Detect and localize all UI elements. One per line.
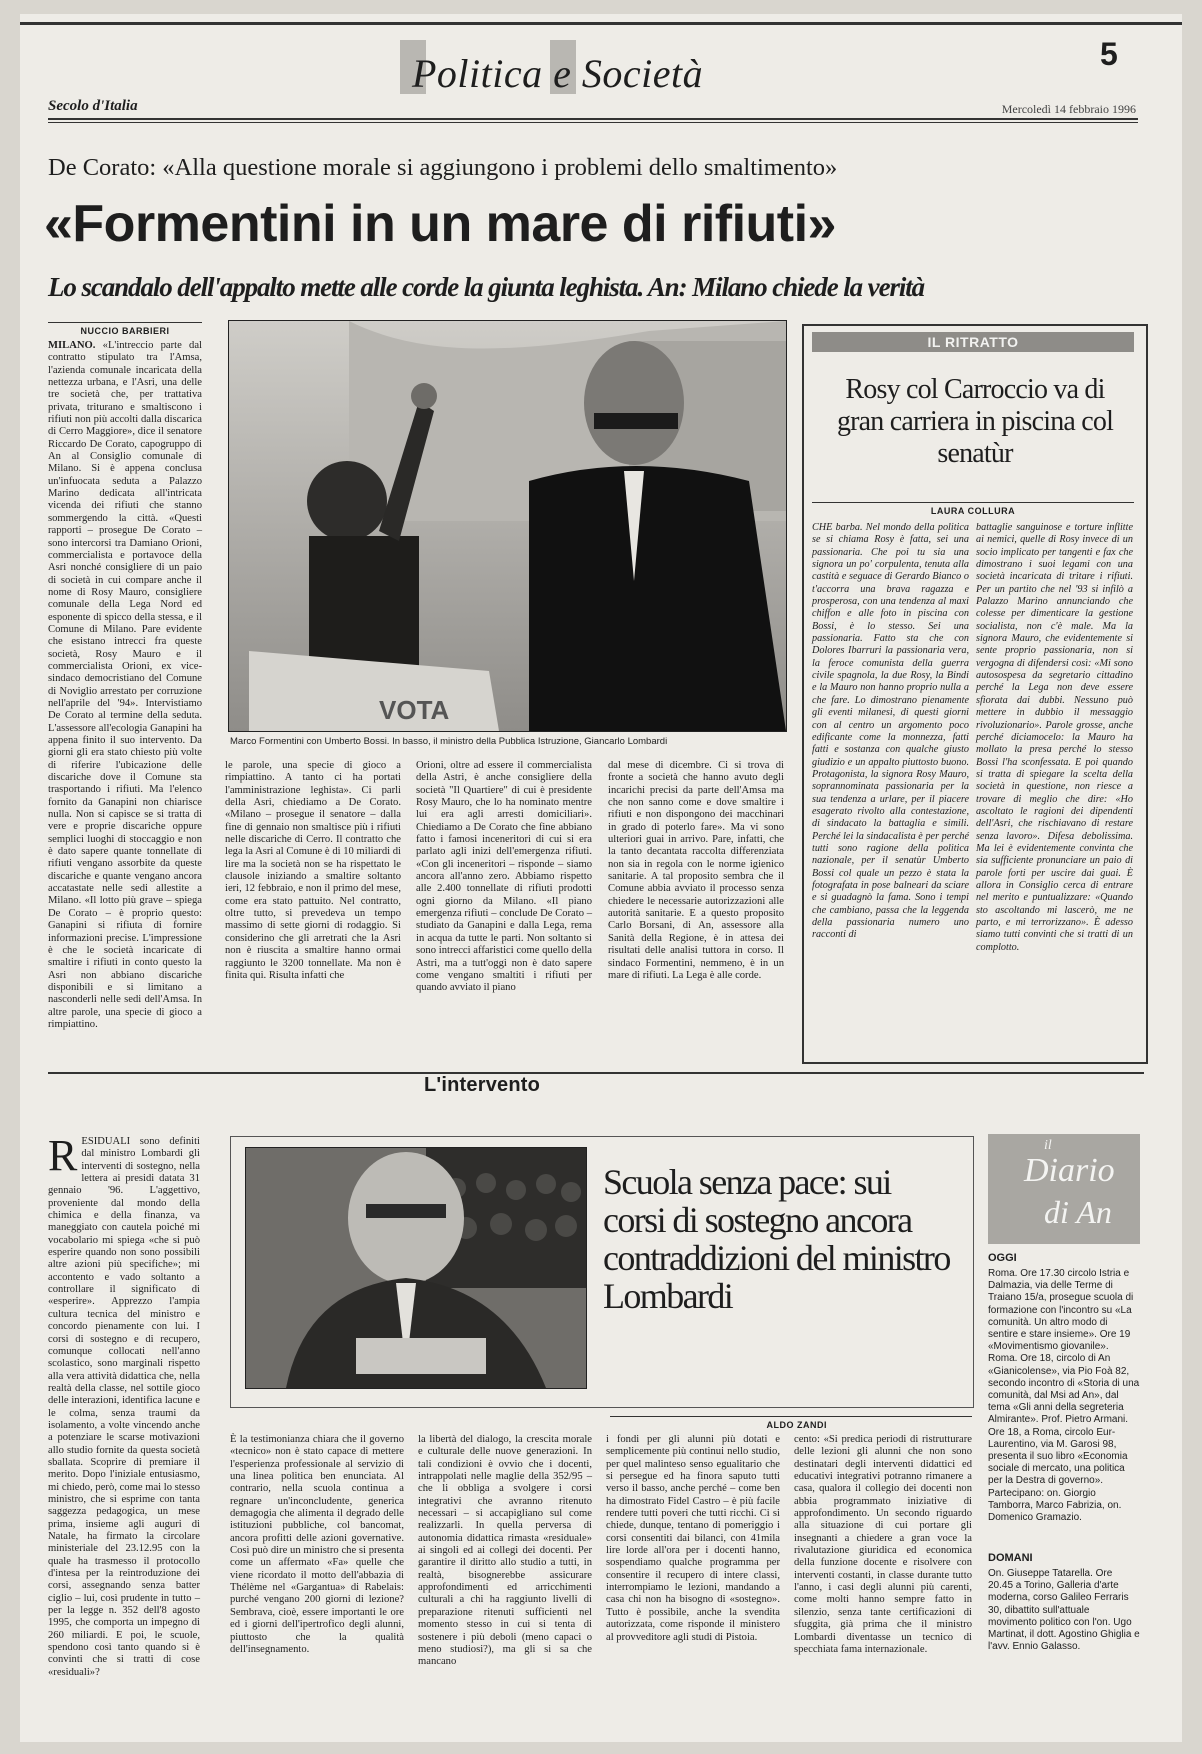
intervento-rule bbox=[48, 1072, 1144, 1074]
intervento-headline: Scuola senza pace: sui corsi di sostegno ancora contraddizioni del ministro Lombardi bbox=[603, 1162, 950, 1316]
portrait-column-2: battaglie sanguinose e torture inflitte ai nemici, quelle di Rosy invece di un socio implicato per tangenti e fax che dimostrano i suoi legami con una società incaricata di tritare i rifiuti. Per un partito che nel '93 si infilò a Palazzo Marino annunciando che colesse per dimenticare la gestione socialista, non c'è male. Ma la signora Mauro, che evidentemente si sente proprio passionaria, non si vergogna di difendersi così: «Mi sono autosospesa da segretario cittadino perché la Lega non deve essere sfiorata dai dubbi. Nessuno può mettere in dubbio il messaggio rivoluzionario». Parole grosse, anche perché diciamocelo: la Mauro ha mollato la presa perché lo stesso Bossi l'ha sconfessata. E poi quando si tratta di spiegare la scelta della società in questione, non riesce a trovare di meglio che dire: «Ho ascoltato le ragioni dei dipendenti dell'Asri, che rischiavano di restare senza lavoro». Difesa debolissima. Ma lei è evidentemente convinta che sia sufficiente pronunciare un paio di parole forti per uscire dai guai. È allora in Consiglio cerca di entrare nel merito e puntualizzare: «Quando sto ascoltando mi lascerò, me ne parto, e mi terrorizzano». È adesso siamo tutti convinti che si tratti di un complotto. bbox=[976, 522, 1133, 953]
masthead-rule-thin bbox=[48, 122, 1138, 123]
article-column-3: Orioni, oltre ad essere il commercialista della Astri, è anche consigliere della società "Il Quartiere" di cui è presidente Rosy Mauro, che lo ha nominato mentre lui era agli arresti domiciliari». Chiediamo a De Corato che fine abbiano fatto i famosi inceneritori di cui si era parlato agli inizi dell'emergenza rifiuti. «Con gli inceneritori – risponde – siamo ancora all'anno zero. Abbiamo rispetto alle 2.400 tonnellate di rifiuti prodotti ogni giorno da Milano. «Il piano emergenza rifiuti – conclude De Corato – studiato da Ganapini e dalla Lega, rema in acqua da tutte le parti. Non soltanto si sono intrecci affaristici come quello della Astri, ma a tutt'oggi non è dato sapere come vengano smaltiti i rifiuti per quando avviato il piano bbox=[416, 760, 592, 994]
vota-banner-text: VOTA bbox=[379, 695, 450, 725]
article-column-1 bbox=[48, 340, 202, 1052]
byline: NUCCIO BARBIERI bbox=[48, 322, 202, 336]
diario-header bbox=[988, 1134, 1140, 1244]
portrait-headline: Rosy col Carroccio va di gran carriera in piscina col senatùr bbox=[836, 374, 1114, 469]
portrait-label: IL RITRATTO bbox=[812, 332, 1134, 352]
section-title-block bbox=[400, 36, 820, 102]
intervento-feature-box bbox=[230, 1136, 974, 1408]
diario-subtitle: di An bbox=[1044, 1194, 1112, 1230]
formentini-bossi-photo bbox=[228, 320, 787, 732]
formentini-bossi-photo-svg bbox=[229, 321, 786, 731]
diario-tomorrow-text: On. Giuseppe Tatarella. Ore 20.45 a Torino, Galleria d'arte moderna, corso Galileo Ferraris 30, dibattito sull'attuale movimento politico con l'on. Ugo Martinat, il dott. Agostino Ghiglia e l'avv. Ennio Galasso. bbox=[988, 1568, 1140, 1653]
page-number: 5 bbox=[1100, 36, 1118, 72]
diario-tomorrow-label: DOMANI bbox=[988, 1552, 1033, 1564]
lombardi-photo bbox=[245, 1147, 587, 1389]
section-title: Politica e Società bbox=[412, 51, 704, 96]
diario-today-text: Roma. Ore 17.30 circolo Istria e Dalmazia, via delle Terme di Traiano 15/a, prosegue scuola di formazione con l'incontro su «La comunità. Un altro modo di sentire e stare insieme». Ore 19 «Movimentismo giovanile». Roma. Ore 18, circolo di An «Gianicolense», via Pio Foà 82, secondo incontro di «Storia di una comunità, dal Msi ad An», dal tema «Gli anni della segreteria Almirante». Prof. Pietro Armani. Ore 18, a Roma, circolo Eur-Laurentino, via M. Garosi 98, presenta il suo libro «Economia sociale di mercato, una politica per la Destra di governo». Partecipano: on. Giorgio Tamborra, Marco Fabrizia, on. Domenico Gramazio. bbox=[988, 1268, 1140, 1524]
masthead-rule bbox=[48, 118, 1138, 120]
portrait-byline: LAURA COLLURA bbox=[812, 502, 1134, 516]
intervento-byline: ALDO ZANDI bbox=[610, 1416, 972, 1430]
article-column-4: dal mese di dicembre. Ci si trova di fronte a società che hanno avuto degli incarichi precisi da parte dell'Amsa ma che non sanno come e dove smaltire i rifiuti e non dispongono dei macchinari in grado di poterlo fare». Ma vi sono ulteriori guai in arrivo. Pare, infatti, che la tanto decantata raccolta differenziata non sia in regola con le norme igienico sanitarie. A tal proposito sembra che il Comune abbia avviato il processo senza chiedere le necessarie autorizzazioni alle autorità sanitarie. E a questo proposito Carlo Borsani, di An, assessore alla Sanità della Regione, è in attesa dei risultati delle analisi tuttora in corso. Il sindaco Formentini, nemmeno, è in un mare di rifiuti. La Lega è alle corde. bbox=[608, 760, 784, 981]
issue-date: Mercoledì 14 febbraio 1996 bbox=[1001, 102, 1136, 116]
article-column-2: le parole, una specie di gioco a rimpiattino. A tanto ci ha portati l'amministrazione leghista». Ci parli della Asri, chiediamo a De Corato. «Milano – prosegue il senatore – dalla fine di gennaio non smaltisce più i rifiuti nelle discariche di Cerro. Il contratto che lega la Asri al Comune è di 10 miliardi di lire ma la società non se ha rispettato le clausole iniziando a smaltire soltanto ieri, 12 febbraio, e non il primo del mese, come era stato pattuito. Nel contratto, oltre tutto, si prevedeva un tempo massimo di sette giorni di rodaggio. Si considerino che gli arretrati che la Asri non è riuscita a smaltire hanno ormai raggiunto le 3200 tonnellate. Ma non è finita qui. Risulta infatti che bbox=[225, 760, 401, 981]
top-rule bbox=[20, 22, 1182, 25]
intervento-label: L'intervento bbox=[424, 1074, 541, 1096]
lombardi-photo-svg bbox=[246, 1148, 586, 1388]
intervento-column-1 bbox=[48, 1131, 200, 1700]
kicker: De Corato: «Alla questione morale si aggiungono i problemi dello smaltimento» bbox=[48, 154, 838, 181]
dropcap-letter: R bbox=[48, 1131, 78, 1180]
intervento-column-3: la libertà del dialogo, la crescita morale e culturale delle nuove generazioni. In tali condizioni è ovvio che i docenti, intrappolati nelle maglie della 352/95 – che li obbliga a svolgere i corsi integrativi che avranno ritenuto necessari – si accapigliano sul come realizzarli. In quella perversa di autonomia didattica rimasta «residuale» ai singoli ed ai collegi dei docenti. Per garantire il diritto allo studio a tutti, in realtà, bisognerebbe assicurare approfondimenti ed arricchimenti culturali a chi ha raggiunto livelli di preparazione ritenuti sufficienti nel momento stesso in cui si tenta di sostenere i più deboli (meno capaci o meno studiosi?), ma gli si sa che mancano bbox=[418, 1434, 592, 1668]
intervento-column-4: i fondi per gli alunni più dotati e semplicemente più continui nello studio, per quel malinteso senso egualitario che si persegue ed ha finora saputo tutti verso il basso, anche perché – come ben ha dimostrato Fidel Castro – è più facile rendere tutti poveri che tutti ricchi. Ci si chiede, dunque, tentano di pomeriggio i corsi consentiti dai bilanci, con 41mila lire lorde all'ora per i docenti hanno, sospendiamo qualche programma per consentire il recupero di intere classi, interrompiamo le lezioni, mandando a casa chi non ha bisogno di «sostegno». Tutto è possibile, anche la svendita autorizzata, come risponde il ministero al provveditore agli studi di Pistoia. bbox=[606, 1434, 780, 1643]
portrait-box bbox=[802, 324, 1148, 1064]
diario-title-small: il bbox=[1044, 1138, 1052, 1153]
subhead: Lo scandalo dell'appalto mette alle corde la giunta leghista. An: Milano chiede la verità bbox=[48, 272, 925, 302]
diario-today-label: OGGI bbox=[988, 1252, 1017, 1264]
article-column-1-text: «L'intreccio parte dal contratto stipulato tra l'Amsa, l'azienda comunale incaricata della nettezza urbana, e l'Asri, una delle tre società che, per trattativa privata, triturano e smaltiscono i rifiuti non più accolti dalla discarica di Cerro Maggiore», dice il senatore Riccardo De Corato, capogruppo di An al Consiglio comunale di Milano. Si è appena conclusa un'infuocata seduta a Palazzo Marino dedicata all'intricata vicenda dei rifiuti che stanno sommergendo la città. «Questi rapporti – prosegue De Corato – sono intercorsi tra Damiano Orioni, commercialista e portavoce della Asri nonché consigliere di un paio di società in cui compare anche il nome di Rosy Mauro, consigliere comunale della Lega Nord ed esponente di spicco della stessa, e il Comune di Milano. Pare evidente che esistano intrecci fra queste società, Rosy Mauro e il commercialista Orioni, ex vice-sindaco democristiano del Comune di Noviglio arrestato per corruzione nell'aprile del '94». Intervistiamo De Corato al termine della seduta. L'assessore all'ecologia Ganapini ha appena finito il suo intervento. Da giorni gli era stato chiesto più volte di riferire l'ubicazione delle discariche dove il Comune sta trasportando i rifiuti. Ma l'elenco fornito da Ganapini non chiarisce nulla. Non si capisce se si tratta di vere e proprie discariche oppure semplici luoghi di stoccaggio e non è dato sapere quante tonnellate di rifiuti vengano assorbite da queste discariche e quante vengano ancora accatastate nelle sedi allestite a Milano. «Il lotto più grave – spiega De Corato – è proprio questo: Ganapini si rifiuta di fornire informazioni precise. L'impressione è che le società incaricate di smaltire i rifiuti in conto questo la Asri non abbiano discariche disponibili e si limitano a nasconderli nelle sedi dell'Amsa. In altre parole, una specie di gioco a rimpiattino. bbox=[48, 340, 202, 1030]
intervento-column-5: cento: «Si predica periodi di ristrutturare delle lezioni gli alunni che non sono destinatari degli interventi didattici ed educativi integrativi potranno rimanere a casa, qualora il collegio dei docenti non abbia programmato iniziative di approfondimento. Un secondo riguardo alla situazione di cui portare gli insegnanti a chiedere a gran voce la rivalutazione giuridica ed economica della funzione docente e risolvere con interventi costanti, in classe durante tutto l'anno, i casi degli alunni più carenti, come molti hanno sempre fatto in silenzio, senza tante certificazioni di sfuggita, già prima che il ministro Lombardi diventasse un tecnico di specchiata fama internazionale. bbox=[794, 1434, 972, 1655]
diario-title: Diario bbox=[1024, 1152, 1115, 1189]
newspaper-name: Secolo d'Italia bbox=[48, 98, 138, 114]
intervento-column-1-text: ESIDUALI sono definiti dal ministro Lombardi gli interventi di sostegno, nella lettera ai presidi datata 31 gennaio '96. L'aggettivo, proveniente dal mondo della chimica e della finanza, va maneggiato con cautela poiché mi vocabolario mi spiega «che si può esperire quando non sono possibili altre azioni più specifiche»; mi accontento e vado soltanto a controllare il significato di «esperire». Apprezzo l'ampia cultura tecnica del ministro e concordo pienamente con lui. I corsi di sostegno e di recupero, comunque collocati nell'anno scolastico, sono marginali rispetto alla vera attività didattica che, nella realtà della classe, nel sottile gioco delle interazioni, identifica lacune e le colma, senza traumi da isolamento, a volte vincendo anche a potenziare le scarse motivazioni allo studio fornite da questa società sballata. Scoprire di premiare il merito. Dopo l'iniziale entusiasmo, mi chiedo, però, come mai lo stesso ministro, che si esprime con tanta saggezza pedagogica, un mese prima, insieme agli auguri di Natale, ha firmato la circolare ministeriale del 23.12.95 con la quale ha trasmesso il protocollo d'intesa per la reintroduzione dei corsi, assegnando senza batter ciglio – lui, così prudente in tutto – per la legge n. 352 dell'8 agosto 1995, che comporta un impegno di 260 miliardi. E poi, le scuole, spendono così tanto quando si è convinti che si tratti di cose «residuali»? bbox=[48, 1136, 200, 1678]
dateline: MILANO. bbox=[48, 340, 96, 351]
photo-caption: Marco Formentini con Umberto Bossi. In basso, il ministro della Pubblica Istruzione, Giancarlo Lombardi bbox=[230, 736, 668, 747]
newspaper-page bbox=[20, 14, 1182, 1742]
main-headline: «Formentini in un mare di rifiuti» bbox=[44, 195, 836, 253]
portrait-column-1: CHE barba. Nel mondo della politica se si chiama Rosy è fatta, sei una passionaria. Che poi tu sia una signora un po' corpulenta, tenuta alla castità e seguace di Gerardo Bianco o t'accorra una brava ragazza e prosperosa, con una tendenza al maxi chiffon e alle foto in piscina con Bossi, è lo stesso. Sei una passionaria. Fatto sta che con Dolores Ibarruri la passionaria vera, la feroce comunista della guerra civile spagnola, la due Rosy, la Bindi e la Mauro non hanno proprio nulla a che fare. Lo dimostrano pienamente gli eventi milanesi, di questi giorni con al centro un argomento poco edificante come la monnezza, fatti fatti e sostanza con qualche giusto giudizio e un appalto piuttosto buono. Protagonista, la signora Rosy Mauro, soprannominata passionaria per la sua tendenza a urlare, per il piacere esagerato rivolto alla contestazione, di sindacato la battaglia e simili. Perché lei la sindacalista è per perché tutti sono ragione della politica nazionale, per il senatùr Umberto Bossi col quale un pezzo è stata la fotografata in pose balneari da sciare e si guadagnò la fama. Sono i tempi che cambiano, passa che la leggenda della passionaria numero uno racconti di bbox=[812, 522, 969, 941]
intervento-column-2: È la testimonianza chiara che il governo «tecnico» non è stato capace di mettere l'esperienza professionale al servizio di una linea politica ben enunciata. Al contrario, nella scuola continua a regnare un'inconcludente, generica demagogia che alimenta il degrado delle istituzioni pubbliche, col bancomat, ancora profitti delle azioni governative. Così può dire un ministro che si presenta come un affermato «Fa» quelle che viene ricordato il motto dell'abbazia di Thélème nel «Gargantua» di Rabelais: purché vengano 200 giorni di lezione? Sembrava, cioè, essere importanti le ore ed i giorni dell'ipertrofico degli alunni, piuttosto che la qualità dell'insegnamento. bbox=[230, 1434, 404, 1655]
intervento-label-block bbox=[424, 1074, 664, 1128]
